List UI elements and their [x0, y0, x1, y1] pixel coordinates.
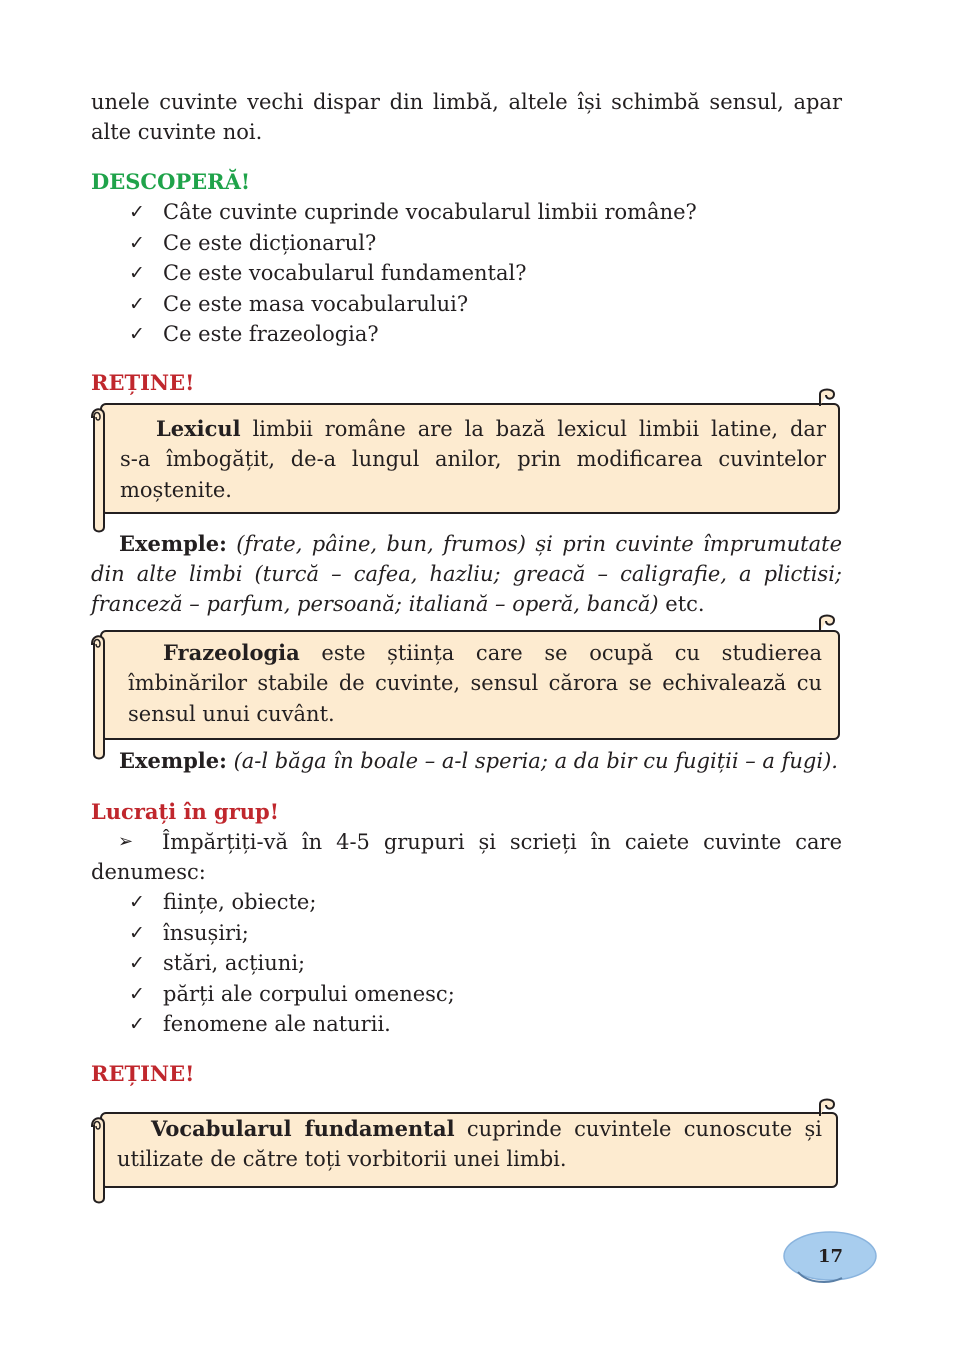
- list-item: ✓ fenomene ale naturii.: [91, 1009, 455, 1040]
- lucrati-list: [91, 887, 455, 1040]
- lexicul-line-2: s-a îmbogățit, de-a lungul anilor, prin modificarea cuvintelor: [120, 447, 826, 471]
- examples-1-line-3: franceză – parfum, persoană; italiană – operă, bancă) etc.: [91, 592, 705, 616]
- intro-line-1: unele cuvinte vechi dispar din limbă, altele își schimbă sensul, apar: [91, 90, 842, 114]
- page-number: 17: [818, 1246, 844, 1267]
- frazeologia-line-1: Frazeologia este știința care se ocupă cu studierea: [163, 640, 822, 665]
- examples-1-line-1: Exemple: (frate, pâine, bun, frumos) și prin cuvinte împrumutate: [119, 531, 842, 556]
- frazeologia-line-2: îmbinărilor stabile de cuvinte, sensul cărora se echivalează cu: [128, 671, 822, 695]
- scroll-left-curl-icon: [86, 1112, 116, 1204]
- descopera-list: [91, 197, 697, 350]
- list-item: ✓ ființe, obiecte;: [91, 887, 455, 918]
- scroll-left-curl-icon: [86, 403, 116, 533]
- list-item: ✓ însușiri;: [91, 918, 455, 949]
- retine-heading-2: REȚINE!: [91, 1061, 195, 1086]
- check-mark-icon: ✓: [129, 982, 145, 1005]
- examples-2: Exemple: (a-l băga în boale – a-l speria; a da bir cu fugiții – a fugi).: [119, 748, 838, 773]
- scroll-left-curl-icon: [86, 630, 116, 760]
- lucrati-heading: Lucrați în grup!: [91, 799, 279, 824]
- list-item: ✓ Ce este masa vocabularului?: [91, 289, 697, 320]
- check-mark-icon: ✓: [129, 292, 145, 315]
- check-mark-icon: ✓: [129, 1013, 145, 1035]
- check-mark-icon: ✓: [129, 952, 145, 974]
- examples-1-line-2: din alte limbi (turcă – cafea, hazliu; greacă – caligrafie, a plictisi;: [91, 562, 842, 586]
- check-mark-icon: ✓: [129, 891, 145, 913]
- retine-heading-1: REȚINE!: [91, 370, 195, 395]
- list-item: ✓ Câte cuvinte cuprinde vocabularul limbii române?: [91, 197, 697, 228]
- list-item: ✓ Ce este frazeologia?: [91, 319, 697, 350]
- lexicul-line-3: moștenite.: [120, 478, 232, 502]
- check-mark-icon: ✓: [129, 921, 145, 944]
- scroll-right-curl-icon: [816, 612, 842, 638]
- check-mark-icon: ✓: [129, 262, 145, 284]
- check-mark-icon: ✓: [129, 201, 145, 223]
- vocabular-line-2: utilizate de către toți vorbitorii unei limbi.: [117, 1147, 567, 1171]
- lexicul-line-1: Lexicul limbii române are la bază lexicul limbii latine, dar: [156, 416, 826, 441]
- lucrati-task-line-2: denumesc:: [91, 860, 206, 884]
- frazeologia-line-3: sensul unui cuvânt.: [128, 702, 335, 726]
- check-mark-icon: ✓: [129, 231, 145, 254]
- check-mark-icon: ✓: [129, 323, 145, 345]
- list-item: ✓ Ce este vocabularul fundamental?: [91, 258, 697, 289]
- vocabular-line-1: Vocabularul fundamental cuprinde cuvintele cunoscute și: [151, 1116, 822, 1141]
- list-item: ✓ Ce este dicționarul?: [91, 228, 697, 259]
- scroll-right-curl-icon: [816, 386, 842, 412]
- descopera-heading: DESCOPERĂ!: [91, 169, 251, 194]
- arrowhead-bullet-icon: ➢: [118, 831, 134, 852]
- lucrati-task-line-1: Împărțiți-vă în 4-5 grupuri și scrieți în caiete cuvinte care: [162, 830, 842, 854]
- intro-line-2: alte cuvinte noi.: [91, 120, 263, 144]
- list-item: ✓ părți ale corpului omenesc;: [91, 979, 455, 1010]
- list-item: ✓ stări, acțiuni;: [91, 948, 455, 979]
